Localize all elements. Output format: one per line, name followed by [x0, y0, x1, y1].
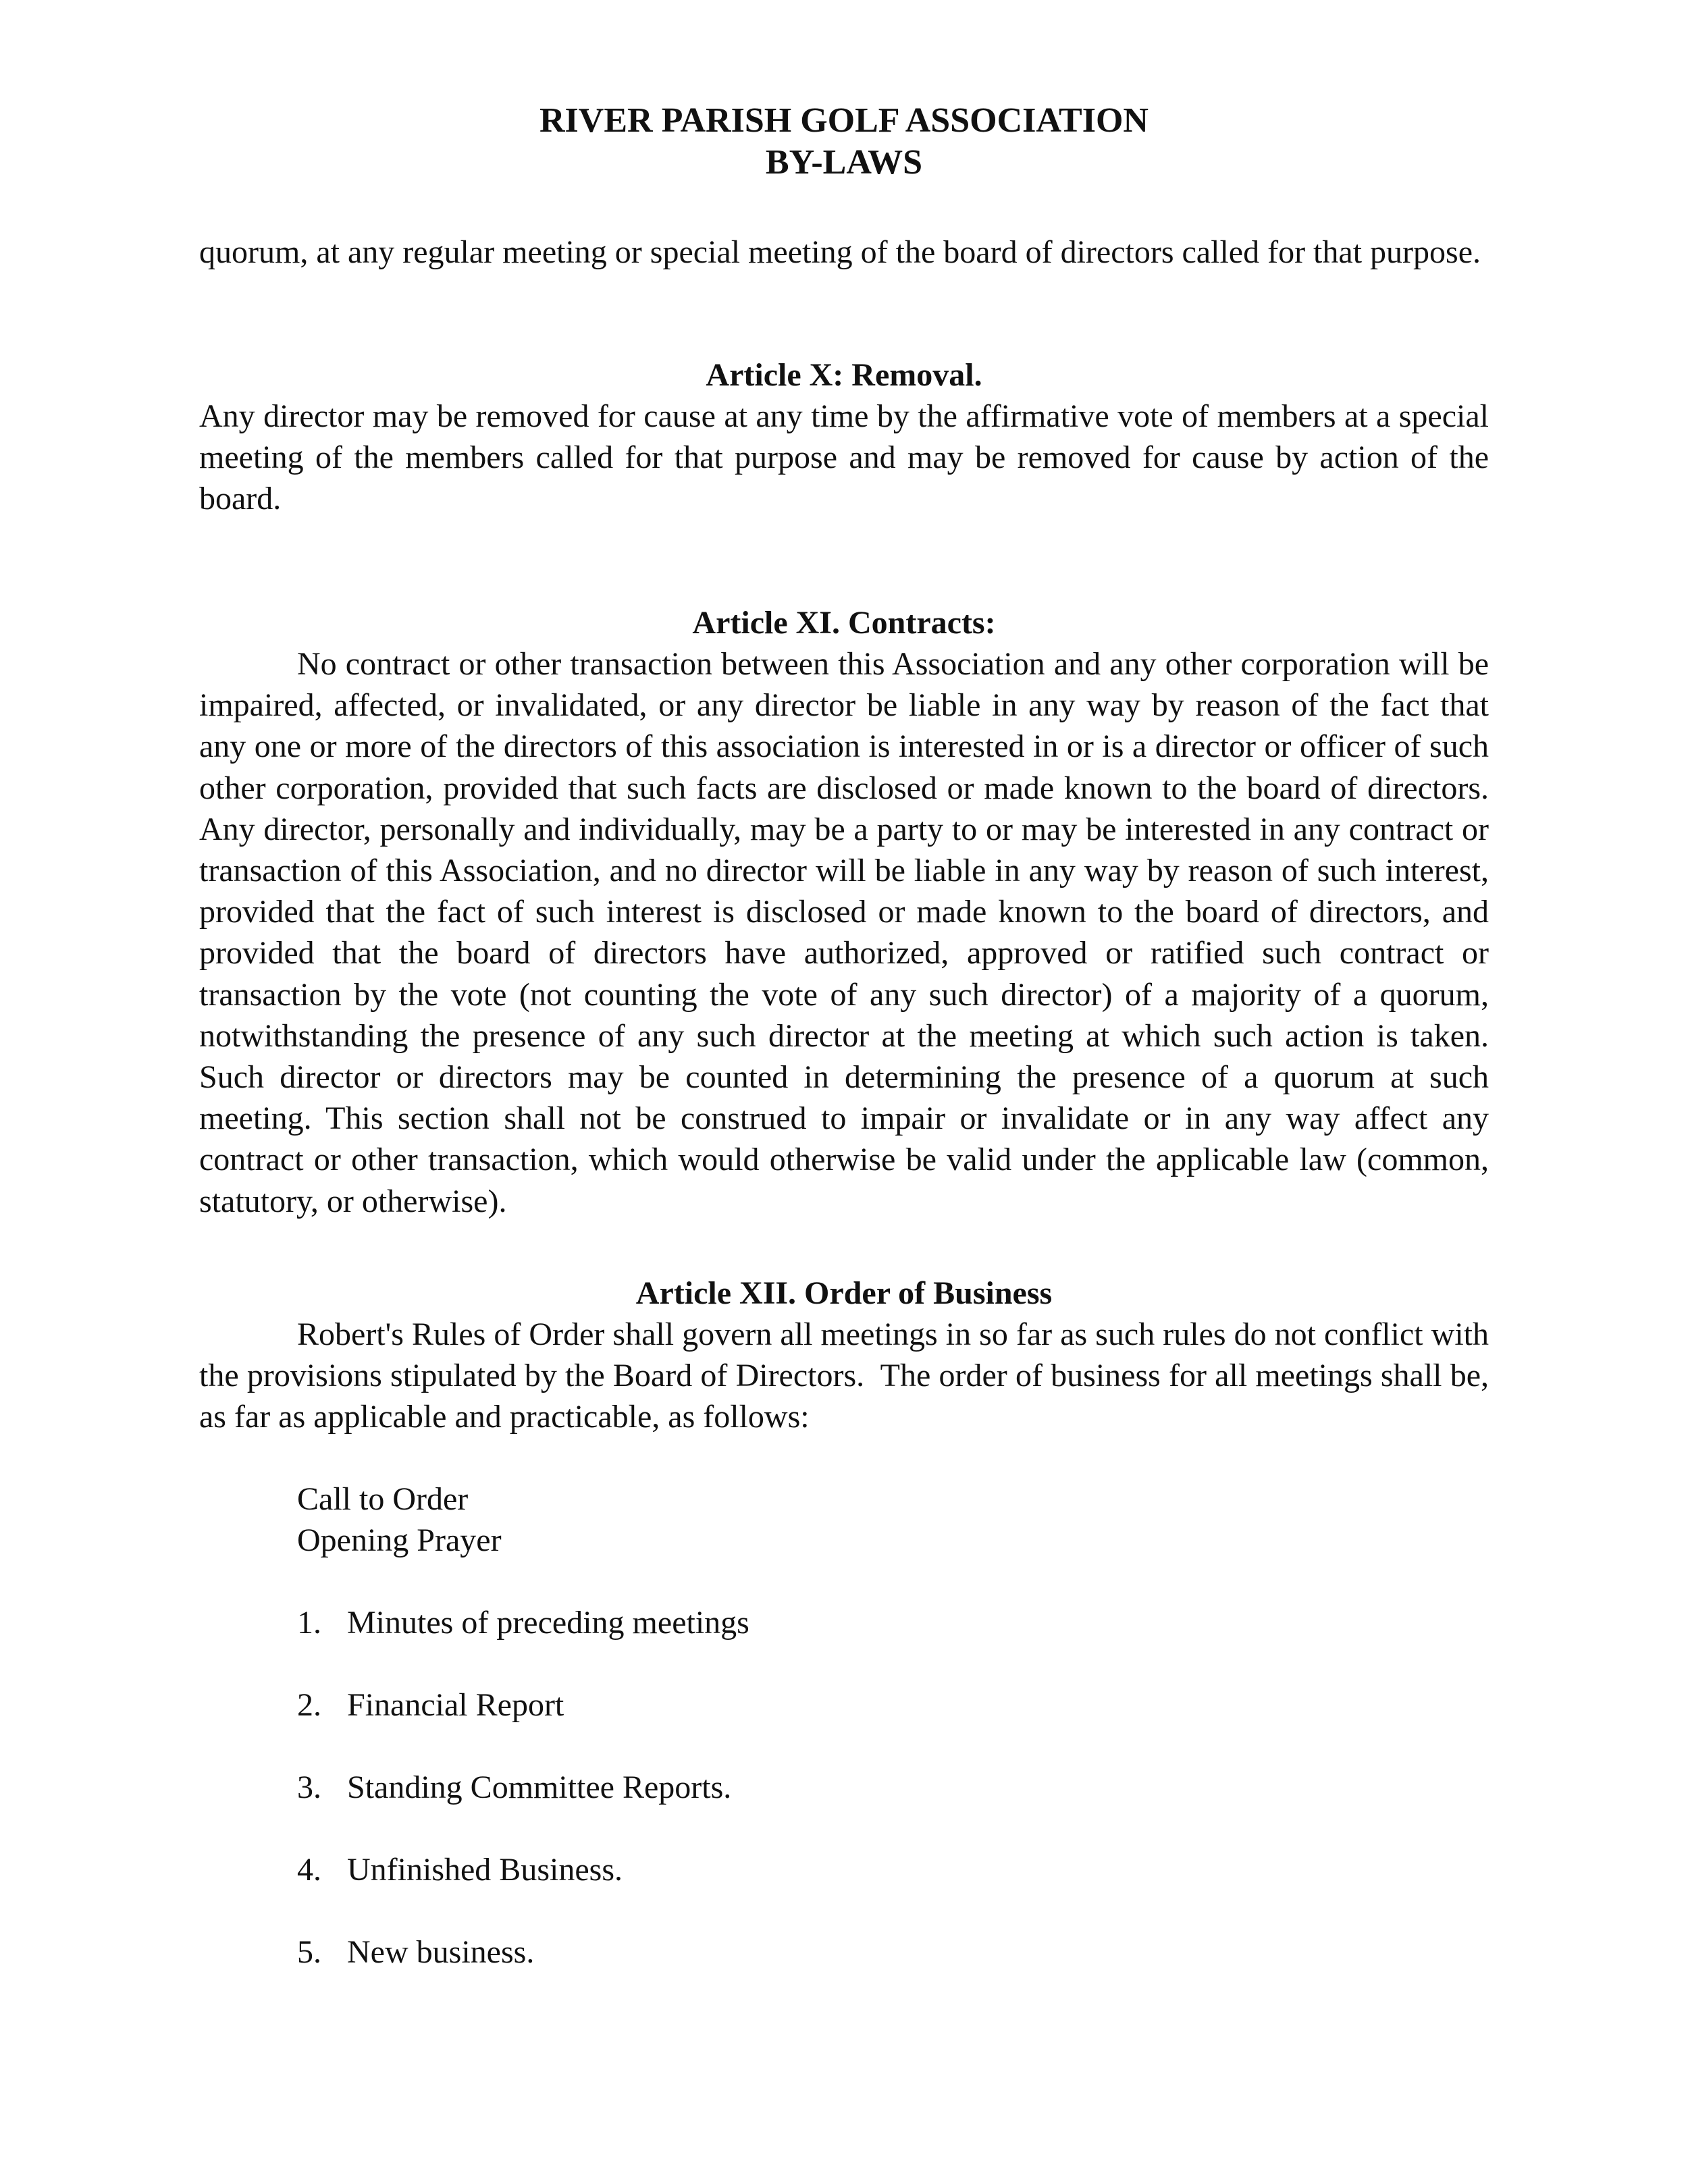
- article-x-heading-text: Article X: Removal: [706, 357, 974, 393]
- list-item-number: 1.: [297, 1605, 321, 1641]
- document-title: RIVER PARISH GOLF ASSOCIATION: [539, 101, 1149, 140]
- list-item-label: Unfinished Business.: [347, 1852, 623, 1888]
- article-x-heading: [199, 354, 1489, 396]
- document-subtitle: BY-LAWS: [765, 143, 923, 182]
- list-item: [297, 1767, 731, 1808]
- list-item-label: Financial Report: [347, 1687, 564, 1723]
- list-item: [297, 1932, 534, 1973]
- article-xii-heading-text: Article XII. Order of Business: [635, 1275, 1053, 1311]
- list-item-label: Minutes of preceding meetings: [347, 1605, 749, 1641]
- list-item-number: 4.: [297, 1852, 321, 1888]
- list-item-number: 5.: [297, 1934, 321, 1970]
- article-xi-heading-text: Article XI. Contracts: [692, 605, 985, 641]
- article-xii-body: Robert's Rules of Order shall govern all meetings in so far as such rules do not conflict with the provisions stipulated by the Board of Directors. The order of business for all meetings shall be, as far as applicable and practicable, as follows:: [199, 1316, 1497, 1435]
- preamble-opening-prayer: Opening Prayer: [297, 1522, 502, 1558]
- list-item-label: New business.: [347, 1934, 535, 1970]
- article-xi-heading: [199, 602, 1489, 643]
- article-x-body: Any director may be removed for cause at any time by the affirmative vote of members at a special meeting of the members called for that purpose and may be removed for cause by action of the board.: [199, 398, 1489, 517]
- article-xii-heading: [199, 1273, 1489, 1314]
- list-item-number: 2.: [297, 1687, 321, 1723]
- preamble-call-to-order: Call to Order: [297, 1481, 469, 1517]
- list-item: [297, 1684, 564, 1726]
- article-xi-heading-punct: :: [984, 605, 996, 641]
- continuation-paragraph: quorum, at any regular meeting or special meeting of the board of directors called for that purpose.: [199, 234, 1481, 270]
- article-xi-body: No contract or other transaction between this Association and any other corporation will be impaired, affected, or invalidated, or any director be liable in any way by reason of the fact that any one or more of the directors of this association is interested in or is a director or officer of such other corporation, provided that such facts are disclosed or made known to the board of directors. Any director, personally and individually, may be a party to or may be interested in any contract or transaction of this Association, and no director will be liable in any way by reason of such interest, provided that the fact of such interest is disclosed or made known to the board of directors, and provided that the board of directors have authorized, approved or ratified such contract or transaction by the vote (not counting the vote of any such director) of a majority of a quorum, notwithstanding the presence of any such director at the meeting at which such action is taken. Such director or directors may be counted in determining the presence of a quorum at such meeting. This section shall not be construed to impair or invalidate or in any way affect any contract or other transaction, which would otherwise be valid under the applicable law (common, statutory, or otherwise).: [199, 646, 1489, 1219]
- article-x-heading-punct: .: [974, 357, 982, 393]
- list-item: [297, 1602, 749, 1643]
- list-item: [297, 1849, 623, 1890]
- list-item-label: Standing Committee Reports.: [347, 1769, 732, 1805]
- list-item-number: 3.: [297, 1769, 321, 1805]
